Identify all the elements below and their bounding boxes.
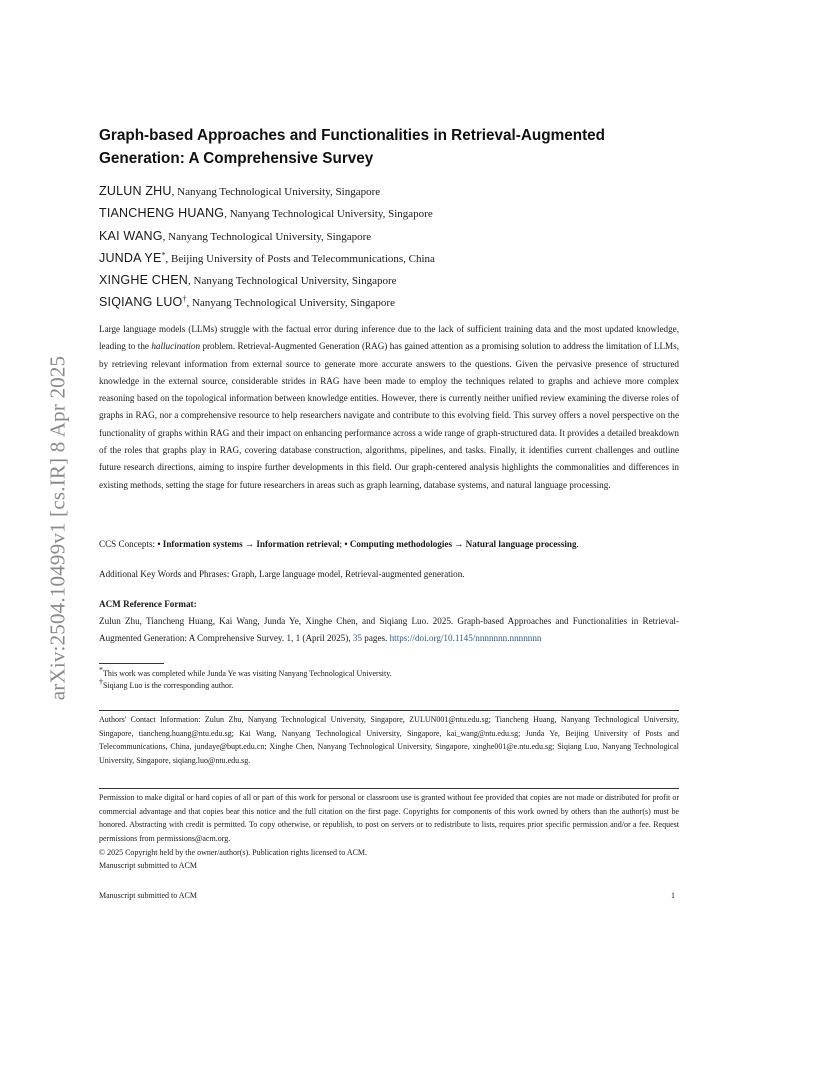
reference-text: pages. [361, 633, 390, 644]
footnote-mark: † [99, 677, 103, 687]
ccs-concept: • Computing methodologies → Natural language processing [344, 539, 577, 549]
copyright-notice: © 2025 Copyright held by the owner/author(s). Publication rights licensed to ACM. [99, 848, 368, 857]
page-number: 1 [671, 891, 675, 900]
abstract-text: problem. Retrieval-Augmented Generation (RAG) has gained attention as a promising solution to address the limitation of LLMs, by retrieving relevant information from external source to generate more accurate answers to the questions. Given the pervasive presence of structured knowledge in the external source, considerable strides in RAG have been made to employ the techniques related to graphs and achieve more complex reasoning based on the topological information between knowledge entities. However, there is currently neither unified review examining the diverse roles of graphs in RAG, nor a comprehensive resource to help researchers navigate and contribute to this evolving field. This survey offers a novel perspective on the functionality of graphs within RAG and their impact on enhancing performance across a wide range of graph-structured data. It provides a detailed breakdown of the roles that graphs play in RAG, covering database construction, algorithms, pipelines, and tasks. Finally, it identifies current challenges and outline future research directions, aiming to inspire further developments in this field. Our graph-centered analysis highlights the commonalities and differences in existing methods, setting the stage for future researchers in areas such as graph learning, database systems, and natural language processing. [99, 341, 679, 490]
footnote-text: Siqiang Luo is the corresponding author. [103, 681, 234, 690]
paper-title: Graph-based Approaches and Functionalities in Retrieval-Augmented Generation: A Comprehensive Survey [99, 127, 606, 167]
author-affiliation: , Nanyang Technological University, Singapore [224, 208, 433, 220]
reference-citation [99, 613, 679, 648]
author-line [99, 184, 380, 198]
footnote-text: This work was completed while Junda Ye was visiting Nanyang Technological University. [103, 669, 392, 678]
abstract [99, 321, 679, 494]
ccs-concept: • Information systems → Information retrieval [157, 539, 340, 549]
permission-divider [99, 788, 679, 789]
author-affiliation: , Nanyang Technological University, Singapore [171, 186, 381, 198]
contact-information: Authors' Contact Information: Zulun Zhu, Nanyang Technological University, Singapore, ZULUN001@ntu.edu.sg; Tiancheng Huang, Nanyang Technological University, Singapore, tiancheng.huang@ntu.edu.sg; Kai Wang, Nanyang Technological University, Singapore, kai_wang@ntu.edu.sg; Junda Ye, Beijing University of Posts and Telecommunications, China, jundaye@bupt.edu.cn; Xinghe Chen, Nanyang Technological University, Singapore, xinghe001@e.ntu.edu.sg; Siqiang Luo, Nanyang Technological University, Singapore, siqiang.luo@ntu.edu.sg. [99, 715, 679, 765]
ccs-label: CCS Concepts: [99, 539, 158, 549]
author-line [99, 251, 435, 265]
author-name: SIQIANG LUO [99, 295, 183, 309]
ccs-concepts [99, 536, 679, 553]
page-count-link[interactable]: 35 [352, 633, 362, 644]
footnote-mark: * [99, 665, 103, 675]
author-affiliation: , Nanyang Technological University, Singapore [162, 231, 372, 243]
abstract-text: Large language models (LLMs) struggle with the factual error during inference due to the lack of sufficient training data and the most updated knowledge, leading to the [99, 324, 679, 352]
author-line [99, 229, 371, 243]
footnote [99, 677, 234, 693]
author-name: XINGHE CHEN [99, 273, 189, 287]
permission-notice: Permission to make digital or hard copies of all or part of this work for personal or classroom use is granted without fee provided that copies are not made or distributed for profit or commercial advantage and that copies bear this notice and the full citation on the first page. Copyrights for components of this work owned by others than the author(s) must be honored. Abstracting with credit is permitted. To copy otherwise, or republish, to post on servers or to redistribute to lists, requires prior specific permission and/or a fee. Request permissions from permissions@acm.org. [99, 793, 679, 843]
reference-heading [99, 596, 679, 613]
author-mark: * [161, 250, 166, 260]
author-name: TIANCHENG HUANG [99, 206, 225, 220]
footer-manuscript-label: Manuscript submitted to ACM [99, 891, 197, 900]
author-affiliation: , Nanyang Technological University, Singapore [186, 297, 395, 309]
ccs-separator: ; [339, 539, 345, 549]
author-line [99, 295, 395, 309]
footnote [99, 665, 392, 681]
contact-divider [99, 710, 679, 711]
ccs-end: . [576, 539, 579, 549]
keywords: Additional Key Words and Phrases: Graph, Large language model, Retrieval-augmented generation. [99, 569, 465, 579]
reference-text: Zulun Zhu, Tiancheng Huang, Kai Wang, Junda Ye, Xinghe Chen, and Siqiang Luo. 2025. Graph-based Approaches and Functionalities in Retrieval-Augmented Generation: A Comprehensive Survey. 1, 1 (April 2025), [99, 616, 679, 644]
author-affiliation: , Nanyang Technological University, Singapore [188, 275, 397, 287]
author-name: KAI WANG [99, 229, 163, 243]
author-line [99, 273, 397, 287]
author-name: ZULUN ZHU [99, 184, 172, 198]
author-name: JUNDA YE [99, 251, 162, 265]
doi-link[interactable]: https://doi.org/10.1145/nnnnnnn.nnnnnnn [389, 633, 542, 644]
footnote-divider [99, 663, 164, 664]
author-line [99, 206, 433, 220]
arxiv-identifier-stamp: arXiv:2504.10499v1 [cs.IR] 8 Apr 2025 [45, 355, 70, 701]
author-mark: † [182, 294, 187, 304]
reference-heading-text: ACM Reference Format: [99, 599, 197, 609]
abstract-emphasis: hallucination [151, 341, 201, 352]
manuscript-note: Manuscript submitted to ACM [99, 861, 197, 870]
author-affiliation: , Beijing University of Posts and Telecommunications, China [165, 253, 435, 265]
